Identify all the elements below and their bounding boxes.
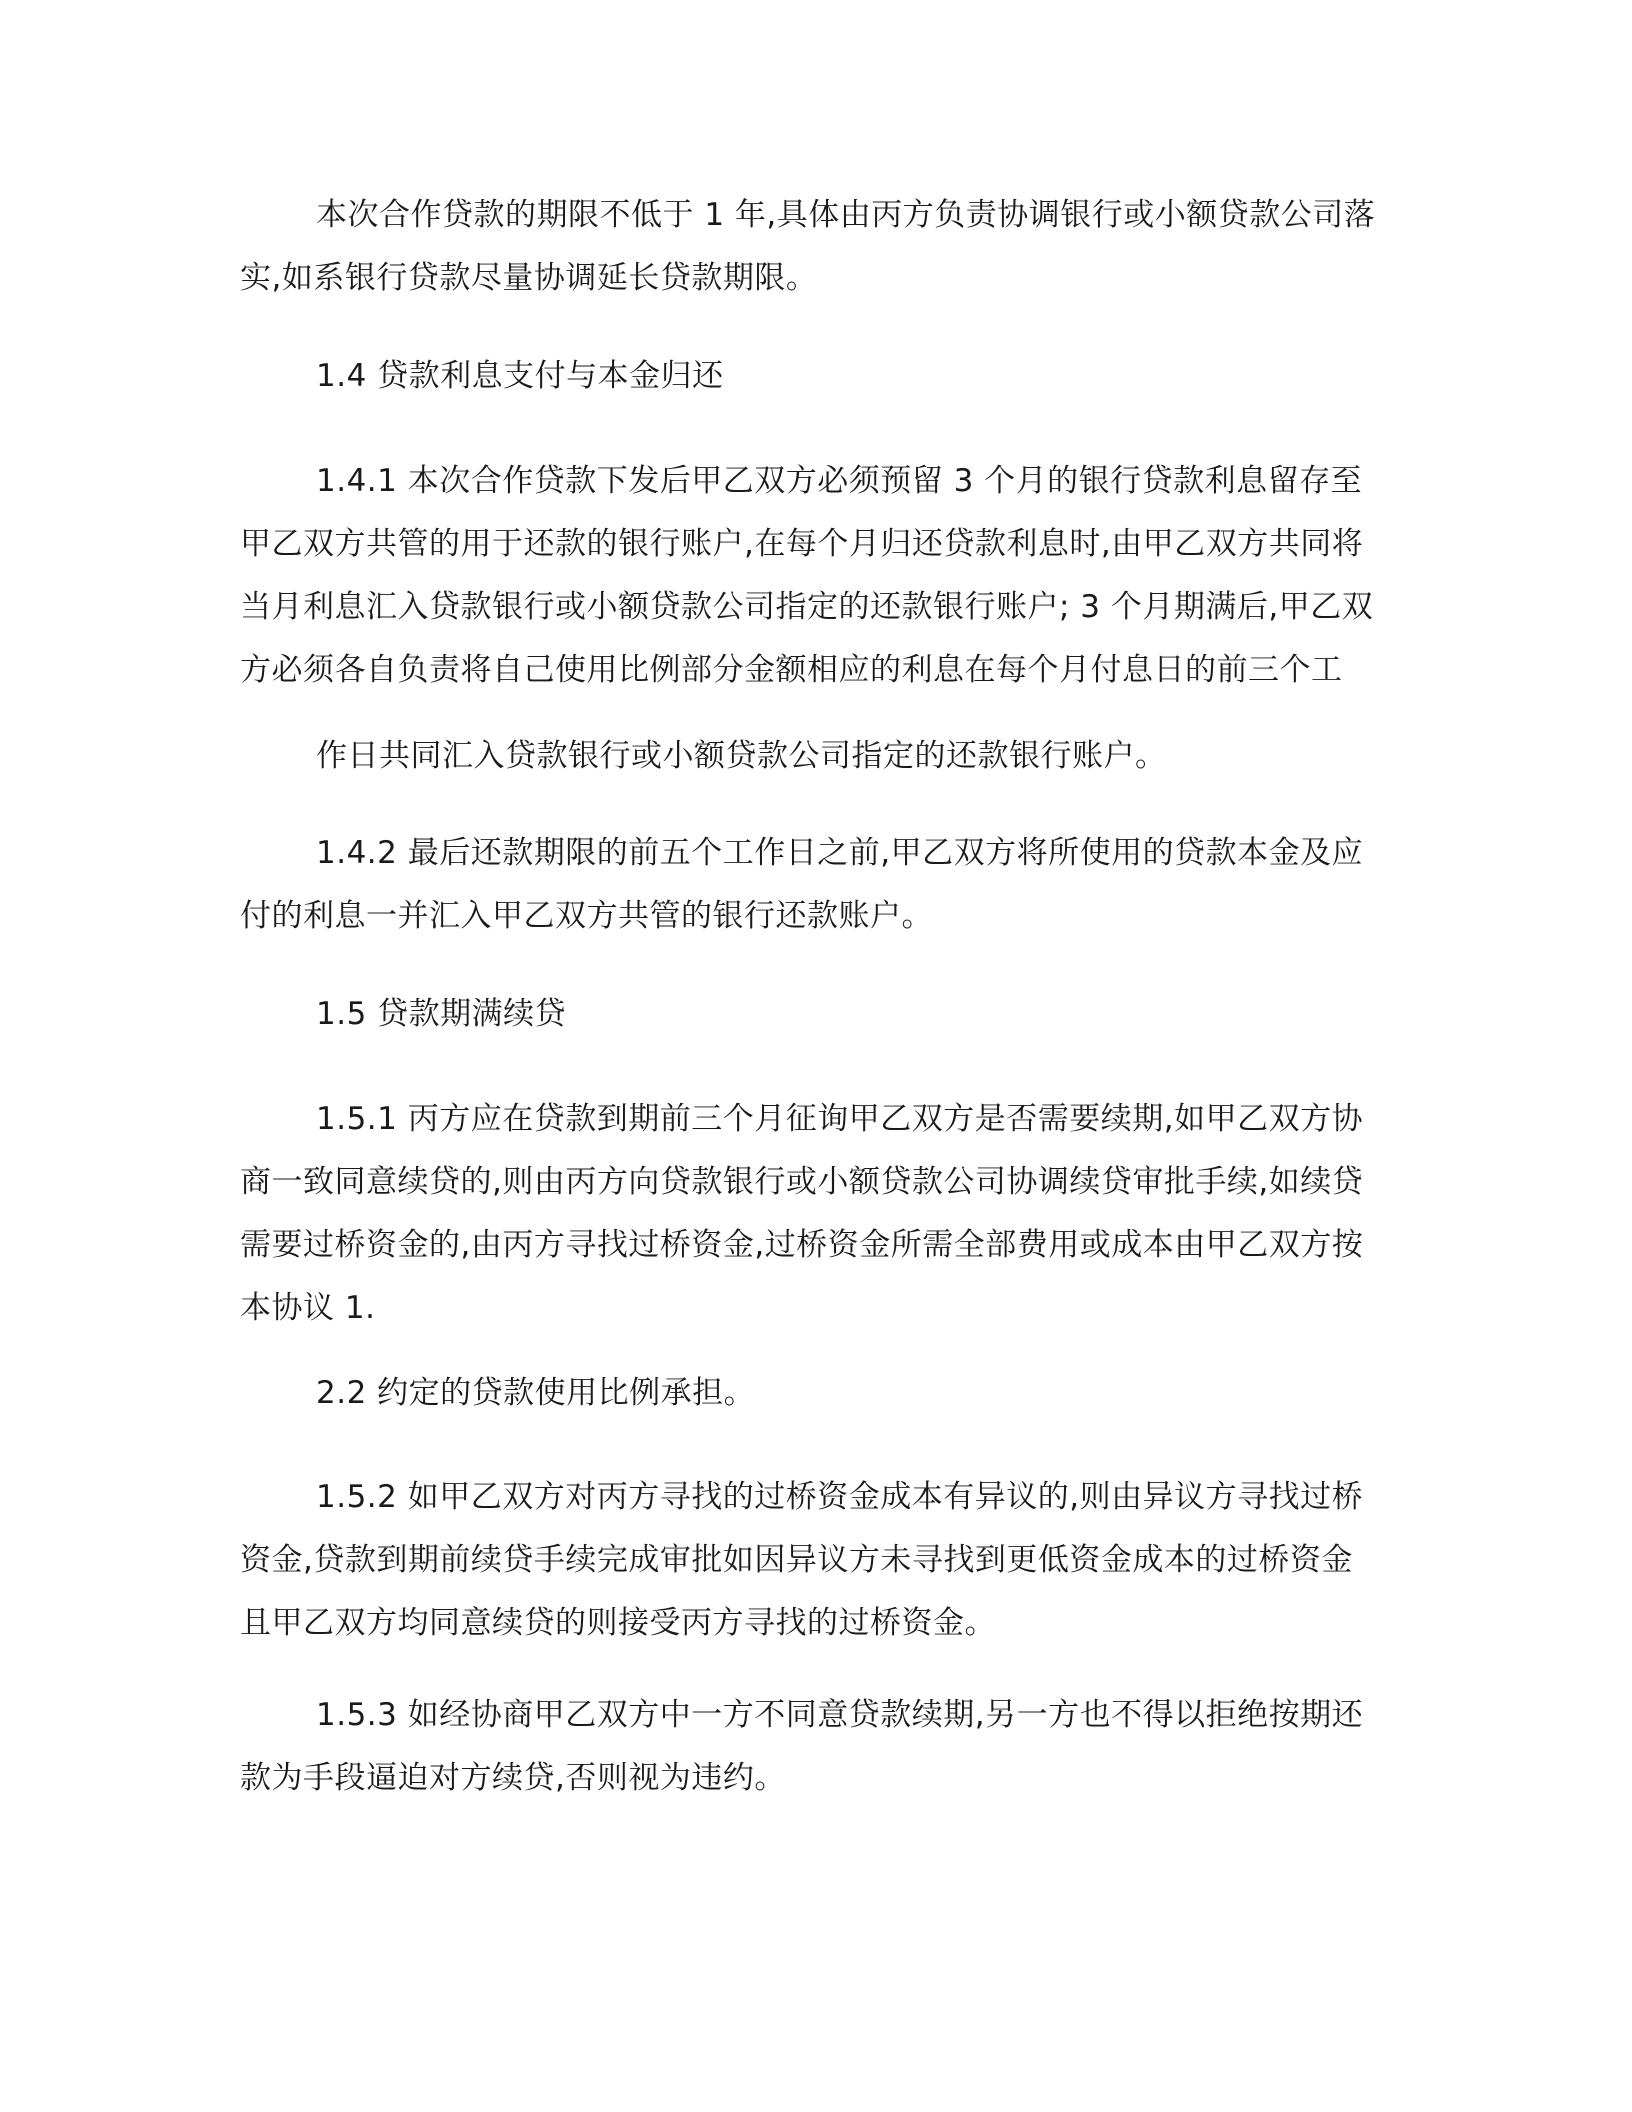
paragraph-1-5-2: 1.5.2 如甲乙双方对丙方寻找的过桥资金成本有异议的,则由异议方寻找过桥资金,贷款到期前续贷手续完成审批如因异议方未寻找到更低资金成本的过桥资金且甲乙双方均同意续贷的则接受丙方寻找的过桥资金。 bbox=[240, 1479, 1364, 1641]
paragraph-2-2: 2.2 约定的贷款使用比例承担。 bbox=[316, 1375, 756, 1411]
paragraph-1-4-1: 1.4.1 本次合作贷款下发后甲乙双方必须预留 3 个月的银行贷款利息留存至甲乙双方共管的用于还款的银行账户,在每个月归还贷款利息时,由甲乙双方共同将当月利息汇入贷款银行或小额贷款公司指定的还款银行账户; 3 个月期满后,甲乙双方必须各自负责将自己使用比例部分金额相应的利息在每个月付息日的前三个工 bbox=[240, 463, 1374, 688]
paragraph-1-4-2: 1.4.2 最后还款期限的前五个工作日之前,甲乙双方将所使用的贷款本金及应付的利息一并汇入甲乙双方共管的银行还款账户。 bbox=[240, 835, 1364, 934]
paragraph-1-4-1-continued: 作日共同汇入贷款银行或小额贷款公司指定的还款银行账户。 bbox=[316, 738, 1167, 774]
paragraph-1-5-3: 1.5.3 如经协商甲乙双方中一方不同意贷款续期,另一方也不得以拒绝按期还款为手段逼迫对方续贷,否则视为违约。 bbox=[240, 1697, 1364, 1796]
paragraph-1-5-1: 1.5.1 丙方应在贷款到期前三个月征询甲乙双方是否需要续期,如甲乙双方协商一致同意续贷的,则由丙方向贷款银行或小额贷款公司协调续贷审批手续,如续贷需要过桥资金的,由丙方寻找过桥资金,过桥资金所需全部费用或成本由甲乙双方按本协议 1. bbox=[240, 1101, 1364, 1326]
section-heading-1-4: 1.4 贷款利息支付与本金归还 bbox=[316, 358, 724, 394]
section-heading-1-5: 1.5 贷款期满续贷 bbox=[316, 996, 567, 1032]
paragraph-loan-term: 本次合作贷款的期限不低于 1 年,具体由丙方负责协调银行或小额贷款公司落实,如系银行贷款尽量协调延长贷款期限。 bbox=[240, 197, 1376, 296]
